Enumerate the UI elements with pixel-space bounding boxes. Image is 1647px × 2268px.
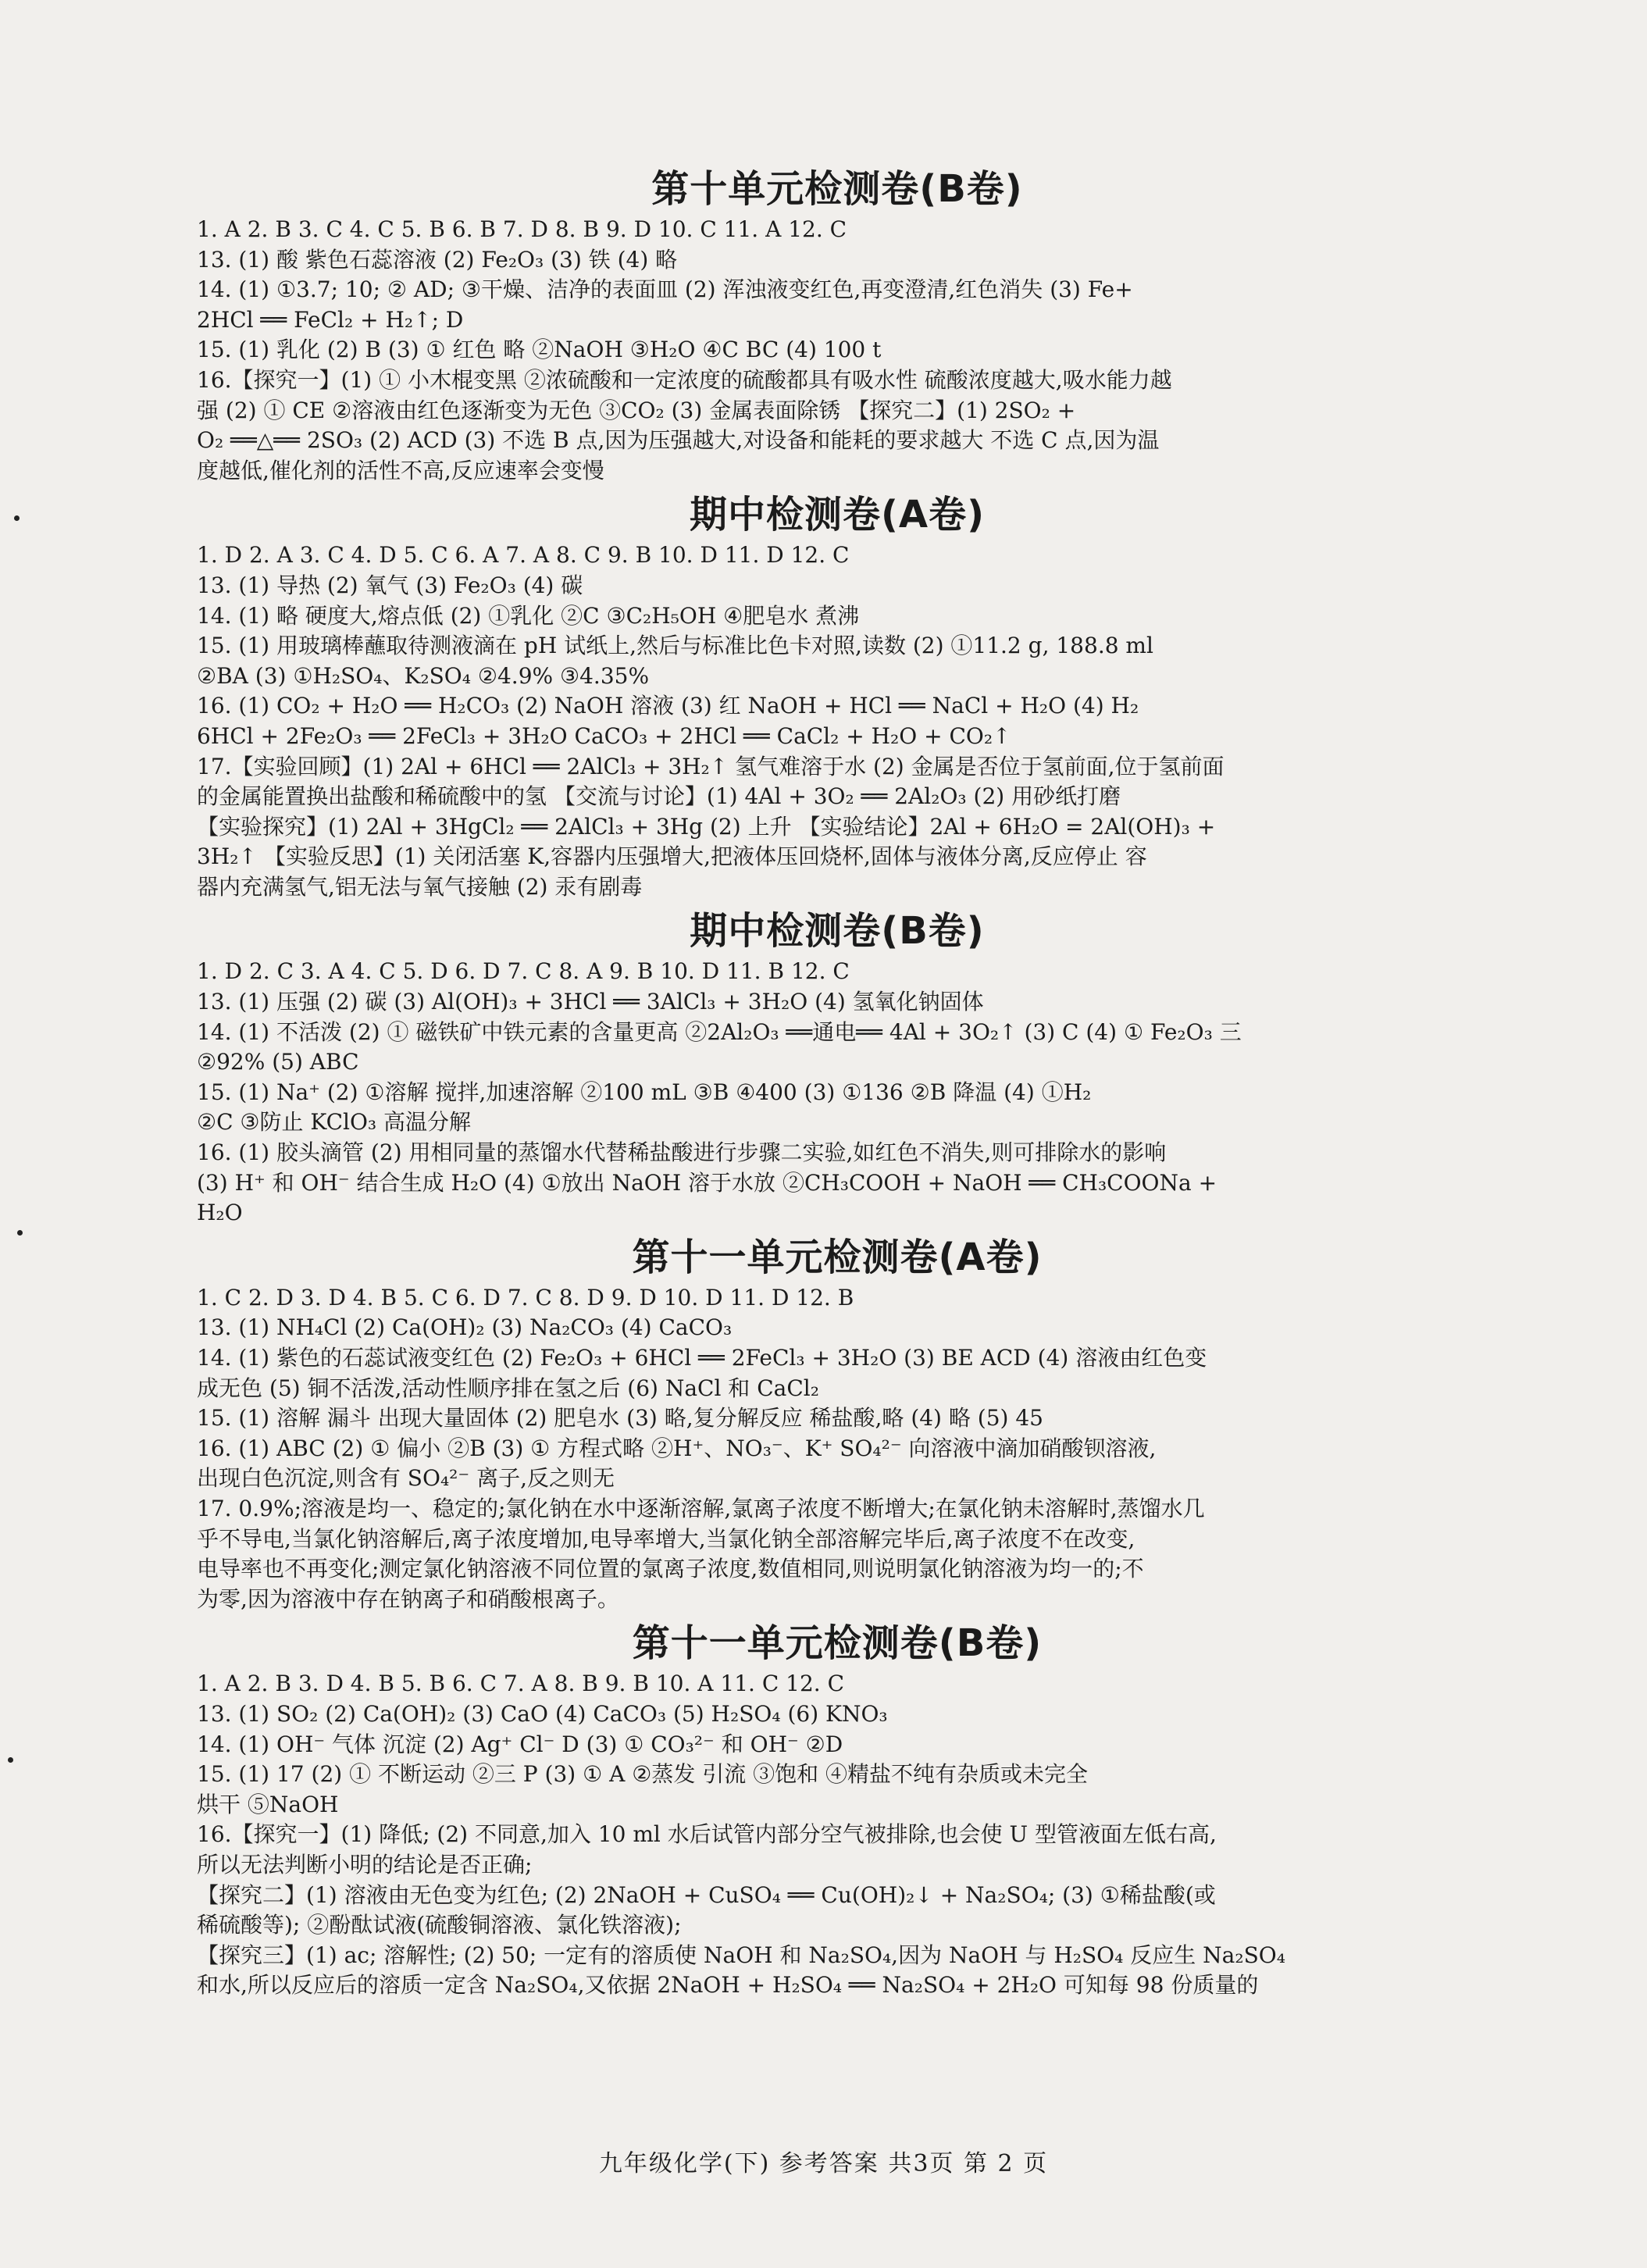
answer-line: 器内充满氢气,铝无法与氧气接触 (2) 汞有剧毒	[197, 873, 643, 900]
answer-line: 烘干 ⑤NaOH	[197, 1791, 339, 1817]
answer-line: 2HCl ══ FeCl₂ + H₂↑; D	[197, 306, 464, 333]
answer-line: 13. (1) SO₂ (2) Ca(OH)₂ (3) CaO (4) CaCO₃ (5) H₂SO₄ (6) KNO₃	[197, 1700, 888, 1727]
answer-line: 和水,所以反应后的溶质一定含 Na₂SO₄,又依据 2NaOH + H₂SO₄ ══ Na₂SO₄ + 2H₂O 可知每 98 份质量的	[197, 1972, 1259, 1999]
answer-line: 16.【探究一】(1) 降低; (2) 不同意,加入 10 ml 水后试管内部分空气被排除,也会使 U 型管液面左低右高,	[197, 1821, 1217, 1848]
answer-line: 【探究二】(1) 溶液由无色变为红色; (2) 2NaOH + CuSO₄ ══ Cu(OH)₂↓ + Na₂SO₄; (3) ①稀盐酸(或	[197, 1881, 1216, 1908]
answer-line: 【探究三】(1) ac; 溶解性; (2) 50; 一定有的溶质使 NaOH 和 Na₂SO₄,因为 NaOH 与 H₂SO₄ 反应生 Na₂SO₄	[197, 1942, 1285, 1968]
answer-line: 的金属能置换出盐酸和稀硫酸中的氢 【交流与讨论】(1) 4Al + 3O₂ ══ 2Al₂O₃ (2) 用砂纸打磨	[197, 783, 1121, 810]
answer-line: 14. (1) ①3.7; 10; ② AD; ③干燥、洁净的表面皿 (2) 浑浊液变红色,再变澄清,红色消失 (3) Fe+	[197, 276, 1133, 303]
answer-line: H₂O	[197, 1200, 243, 1226]
answer-line: 15. (1) 17 (2) ① 不断运动 ②三 P (3) ① A ②蒸发 引流 ③饱和 ④精盐不纯有杂质或未完全	[197, 1761, 1089, 1788]
answer-lines	[197, 540, 1478, 902]
answer-line: 度越低,催化剂的活性不高,反应速率会变慢	[197, 457, 604, 483]
section-title: 期中检测卷(A卷)	[689, 493, 986, 537]
answer-line: 成无色 (5) 铜不活泼,活动性顺序排在氢之后 (6) NaCl 和 CaCl₂	[197, 1375, 819, 1401]
answer-line: 15. (1) 溶解 漏斗 出现大量固体 (2) 肥皂水 (3) 略,复分解反应 稀盐酸,略 (4) 略 (5) 45	[197, 1405, 1043, 1432]
section-title: 第十一单元检测卷(A卷)	[632, 1235, 1043, 1279]
answer-line: 16. (1) ABC (2) ① 偏小 ②B (3) ① 方程式略 ②H⁺、NO₃⁻、K⁺ SO₄²⁻ 向溶液中滴加硝酸钡溶液,	[197, 1435, 1157, 1461]
answer-line: 1. D 2. C 3. A 4. C 5. D 6. D 7. C 8. A 9. B 10. D 11. B 12. C	[197, 958, 850, 985]
answer-line: 乎不导电,当氯化钠溶解后,离子浓度增加,电导率增大,当氯化钠全部溶解完毕后,离子浓度不在改变,	[197, 1525, 1135, 1552]
answer-line: 15. (1) Na⁺ (2) ①溶解 搅拌,加速溶解 ②100 mL ③B ④400 (3) ①136 ②B 降温 (4) ①H₂	[197, 1079, 1092, 1105]
page-footer: 九年级化学(下) 参考答案 共3页 第 2 页	[598, 2150, 1049, 2177]
answer-line: 为零,因为溶液中存在钠离子和硝酸根离子。	[197, 1585, 619, 1612]
answer-line: 13. (1) 压强 (2) 碳 (3) Al(OH)₃ + 3HCl ══ 3AlCl₃ + 3H₂O (4) 氢氧化钠固体	[197, 989, 984, 1015]
answer-line: 15. (1) 乳化 (2) B (3) ① 红色 略 ②NaOH ③H₂O ④C BC (4) 100 t	[197, 337, 882, 363]
answer-line: 1. A 2. B 3. C 4. C 5. B 6. B 7. D 8. B 9. D 10. C 11. A 12. C	[197, 216, 847, 242]
scan-dot	[14, 515, 20, 521]
section-title: 期中检测卷(B卷)	[690, 909, 985, 954]
scan-dot	[8, 1757, 13, 1763]
answer-line: 17.【实验回顾】(1) 2Al + 6HCl ══ 2AlCl₃ + 3H₂↑ 氢气难溶于水 (2) 金属是否位于氢前面,位于氢前面	[197, 753, 1225, 779]
answer-line: 电导率也不再变化;测定氯化钠溶液不同位置的氯离子浓度,数值相同,则说明氯化钠溶液为均一的;不	[197, 1556, 1144, 1582]
answer-line: 6HCl + 2Fe₂O₃ ══ 2FeCl₃ + 3H₂O CaCO₃ + 2HCl ══ CaCl₂ + H₂O + CO₂↑	[197, 722, 1011, 749]
answer-line: 1. D 2. A 3. C 4. D 5. C 6. A 7. A 8. C 9. B 10. D 11. D 12. C	[197, 542, 850, 569]
answer-line: 13. (1) NH₄Cl (2) Ca(OH)₂ (3) Na₂CO₃ (4) CaCO₃	[197, 1314, 733, 1341]
answer-line: 14. (1) 紫色的石蕊试液变红色 (2) Fe₂O₃ + 6HCl ══ 2FeCl₃ + 3H₂O (3) BE ACD (4) 溶液由红色变	[197, 1345, 1207, 1371]
answer-line: (3) H⁺ 和 OH⁻ 结合生成 H₂O (4) ①放出 NaOH 溶于水放 ②CH₃COOH + NaOH ══ CH₃COONa +	[197, 1169, 1217, 1196]
answer-line: 所以无法判断小明的结论是否正确;	[197, 1851, 533, 1878]
answer-line: 强 (2) ① CE ②溶液由红色逐渐变为无色 ③CO₂ (3) 金属表面除锈 【探究二】(1) 2SO₂ +	[197, 397, 1076, 423]
answer-line: ②C ③防止 KClO₃ 高温分解	[197, 1109, 472, 1136]
answer-lines	[197, 1283, 1478, 1615]
answer-line: 3H₂↑ 【实验反思】(1) 关闭活塞 K,容器内压强增大,把液体压回烧杯,固体与液体分离,反应停止 容	[197, 843, 1147, 870]
answer-line: 16.【探究一】(1) ① 小木棍变黑 ②浓硫酸和一定浓度的硫酸都具有吸水性 硫酸浓度越大,吸水能力越	[197, 366, 1172, 393]
section-title: 第十单元检测卷(B卷)	[651, 167, 1023, 211]
answer-lines	[197, 1669, 1478, 2001]
section-title: 第十一单元检测卷(B卷)	[632, 1621, 1043, 1666]
answer-line: 【实验探究】(1) 2Al + 3HgCl₂ ══ 2AlCl₃ + 3Hg (2) 上升 【实验结论】2Al + 6H₂O = 2Al(OH)₃ +	[197, 813, 1216, 840]
answer-line: 16. (1) 胶头滴管 (2) 用相同量的蒸馏水代替稀盐酸进行步骤二实验,如红色不消失,则可排除水的影响	[197, 1139, 1167, 1166]
answer-line: 14. (1) 略 硬度大,熔点低 (2) ①乳化 ②C ③C₂H₅OH ④肥皂水 煮沸	[197, 602, 860, 629]
answer-lines	[197, 215, 1478, 486]
answer-page	[197, 160, 1478, 2001]
answer-line: 14. (1) 不活泼 (2) ① 磁铁矿中铁元素的含量更高 ②2Al₂O₃ ══通电══ 4Al + 3O₂↑ (3) C (4) ① Fe₂O₃ 三	[197, 1018, 1242, 1045]
answer-line: 1. A 2. B 3. D 4. B 5. B 6. C 7. A 8. B 9. B 10. A 11. C 12. C	[197, 1671, 844, 1697]
answer-lines	[197, 957, 1478, 1228]
answer-line: 13. (1) 导热 (2) 氧气 (3) Fe₂O₃ (4) 碳	[197, 572, 583, 598]
answer-line: 15. (1) 用玻璃棒蘸取待测液滴在 pH 试纸上,然后与标准比色卡对照,读数 (2) ①11.2 g, 188.8 ml	[197, 633, 1153, 659]
answer-line: O₂ ══△══ 2SO₃ (2) ACD (3) 不选 B 点,因为压强越大,对设备和能耗的要求越大 不选 C 点,因为温	[197, 427, 1160, 454]
answer-line: 16. (1) CO₂ + H₂O ══ H₂CO₃ (2) NaOH 溶液 (3) 红 NaOH + HCl ══ NaCl + H₂O (4) H₂	[197, 693, 1139, 719]
answer-line: ②BA (3) ①H₂SO₄、K₂SO₄ ②4.9% ③4.35%	[197, 662, 650, 689]
answer-line: 14. (1) OH⁻ 气体 沉淀 (2) Ag⁺ Cl⁻ D (3) ① CO₃²⁻ 和 OH⁻ ②D	[197, 1731, 843, 1757]
answer-line: 1. C 2. D 3. D 4. B 5. C 6. D 7. C 8. D 9. D 10. D 11. D 12. B	[197, 1284, 854, 1311]
answer-line: ②92% (5) ABC	[197, 1049, 359, 1075]
scan-dot	[17, 1230, 23, 1236]
answer-line: 出现白色沉淀,则含有 SO₄²⁻ 离子,反之则无	[197, 1465, 615, 1492]
answer-line: 13. (1) 酸 紫色石蕊溶液 (2) Fe₂O₃ (3) 铁 (4) 略	[197, 246, 678, 273]
answer-line: 稀硫酸等); ②酚酞试液(硫酸铜溶液、氯化铁溶液);	[197, 1912, 682, 1938]
answer-line: 17. 0.9%;溶液是均一、稳定的;氯化钠在水中逐渐溶解,氯离子浓度不断增大;在氯化钠未溶解时,蒸馏水几	[197, 1495, 1205, 1521]
